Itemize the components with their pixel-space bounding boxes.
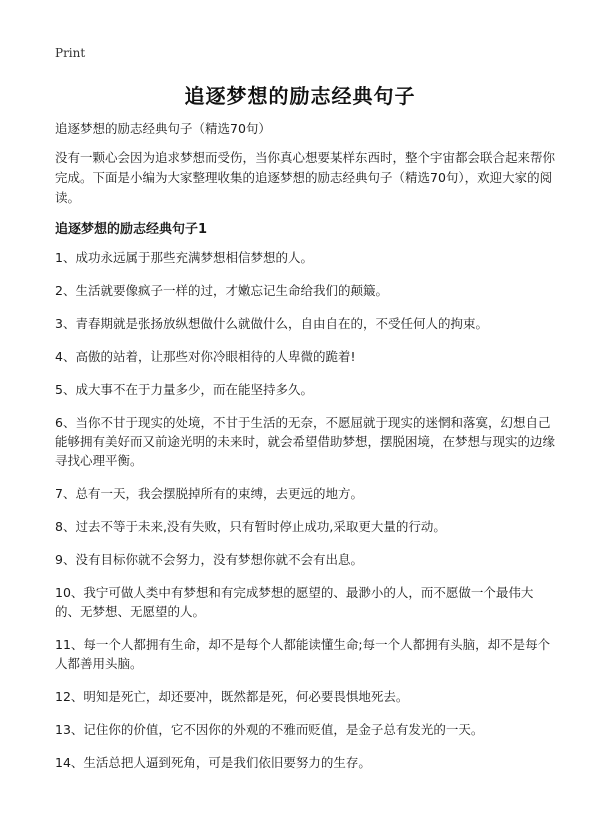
list-item: 4、高傲的站着，让那些对你冷眼相待的人卑微的跪着! bbox=[55, 349, 356, 364]
list-item: 10、我宁可做人类中有梦想和有完成梦想的愿望的、最渺小的人，而不愿做一个最伟大的、无梦想、无愿望的人。 bbox=[55, 585, 534, 619]
list-item: 5、成大事不在于力量多少，而在能坚持多久。 bbox=[55, 382, 313, 397]
section-heading: 追逐梦想的励志经典句子1 bbox=[55, 222, 208, 237]
document-subtitle: 追逐梦想的励志经典句子（精选70句） bbox=[55, 121, 271, 136]
document-title: 追逐梦想的励志经典句子 bbox=[184, 84, 416, 108]
list-item: 6、当你不甘于现实的处境，不甘于生活的无奈，不愿屈就于现实的迷惘和落寞，幻想自己能够拥有美好而又前途光明的未来时，就会希望借助梦想，摆脱困境，在梦想与现实的边缘寻找心理平衡。 bbox=[55, 415, 556, 468]
list-item: 14、生活总把人逼到死角，可是我们依旧要努力的生存。 bbox=[55, 755, 371, 770]
quote-list bbox=[55, 248, 555, 772]
list-item: 13、记住你的价值，它不因你的外观的不雅而贬值，是金子总有发光的一天。 bbox=[55, 722, 484, 737]
document-body bbox=[55, 120, 555, 786]
list-item: 9、没有目标你就不会努力，没有梦想你就不会有出息。 bbox=[55, 552, 363, 567]
list-item: 11、每一个人都拥有生命，却不是每个人都能读懂生命;每一个人都拥有头脑，却不是每个人都善用头脑。 bbox=[55, 637, 551, 671]
list-item: 2、生活就要像疯子一样的过，才嫩忘记生命给我们的颠簸。 bbox=[55, 283, 388, 298]
print-label[interactable]: Print bbox=[55, 46, 86, 60]
list-item: 7、总有一天，我会摆脱掉所有的束缚，去更远的地方。 bbox=[55, 486, 363, 501]
list-item: 8、过去不等于未来,没有失败，只有暂时停止成功,采取更大量的行动。 bbox=[55, 519, 446, 534]
intro-paragraph: 没有一颗心会因为追求梦想而受伤，当你真心想要某样东西时，整个宇宙都会联合起来帮你完成。下面是小编为大家整理收集的追逐梦想的励志经典句子（精选70句），欢迎大家的阅读。 bbox=[55, 150, 556, 205]
list-item: 3、青春期就是张扬放纵想做什么就做什么，自由自在的，不受任何人的拘束。 bbox=[55, 316, 488, 331]
list-item: 1、成功永远属于那些充满梦想相信梦想的人。 bbox=[55, 250, 313, 265]
list-item: 12、明知是死亡，却还要冲，既然都是死，何必要畏惧地死去。 bbox=[55, 689, 409, 704]
